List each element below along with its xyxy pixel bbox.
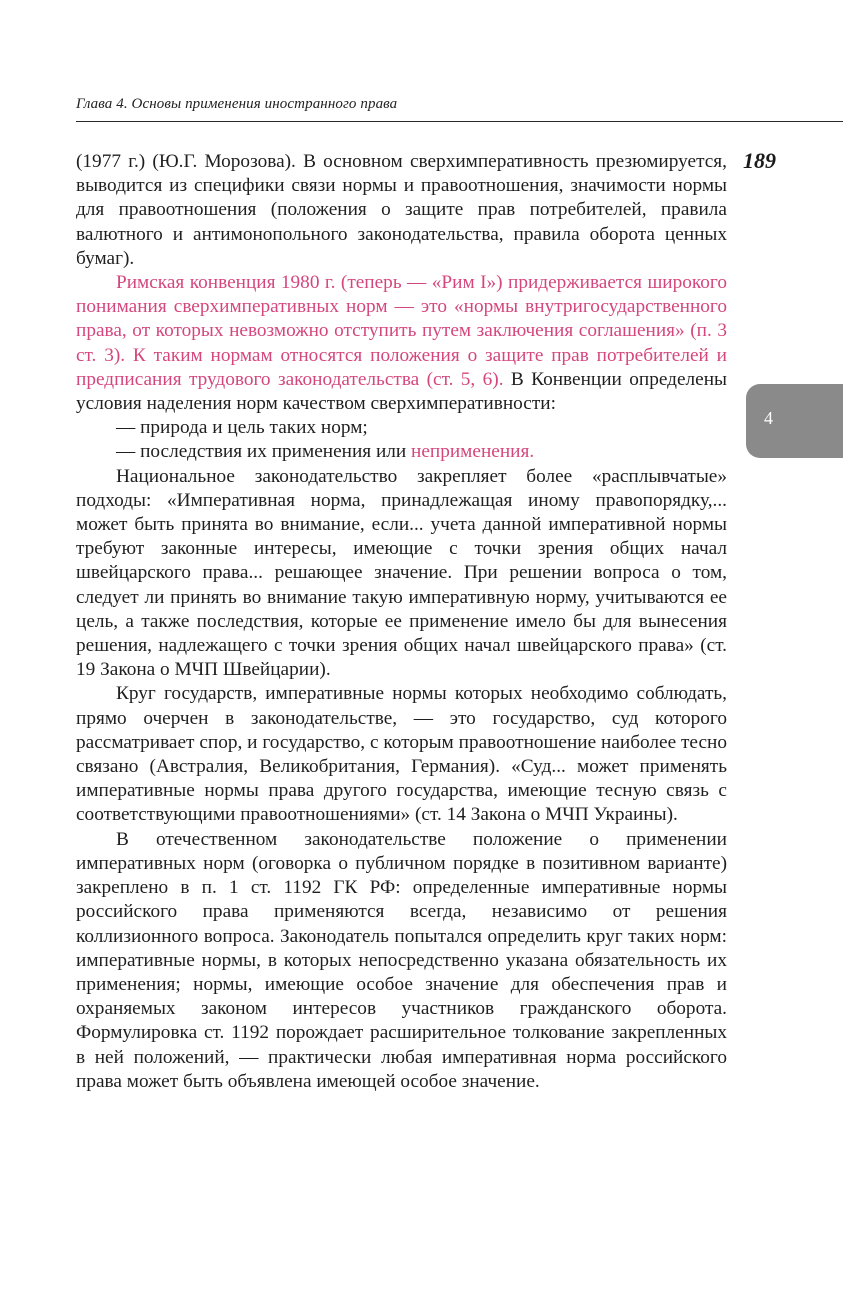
paragraph [76, 271, 727, 416]
list-item [76, 416, 727, 440]
list-item [76, 440, 727, 464]
paragraph [76, 150, 727, 271]
text-column [76, 150, 727, 1094]
list-item-text: — природа и цель таких норм; [116, 417, 368, 439]
page-number: 189 [743, 148, 776, 173]
highlighted-text: неприменения. [411, 441, 535, 463]
paragraph [76, 465, 727, 683]
paragraph [76, 828, 727, 1094]
chapter-tab-label: 4 [764, 408, 773, 428]
paragraph-text: Национальное законодательство закрепляет более «расплывчатые» подходы: «Императивная норма, принадлежащая иному правопорядку,... может быть принята во внимание, если... учета данной императивной нормы требуют законные интересы, имеющие с точки зрения общих начал швейцарского права... решающее значение. При решении вопроса о том, следует ли принять во внимание такую императивную норму, учитываются ее цель, а также последствия, которые ее применение имело бы для вынесения решения, надлежащего с точки зрения общих начал швейцарского права» (ст. 19 Закона о МЧП Швейцарии). [76, 465, 727, 681]
highlighted-text: Римская конвенция 1980 г. (теперь — «Рим I») придерживается широкого понимания сверхимперативных норм — это «нормы внутригосударственного права, от которых невозможно отступить путем заключения соглашения» (п. 3 ст. 3). К таким нормам относятся положения о защите прав потребителей и предписания трудового законодательства (ст. 5, 6). [76, 272, 727, 390]
paragraph-text: В отечественном законодательстве положение о применении императивных норм (оговорка о публичном порядке в позитивном варианте) закреплено в п. 1 ст. 1192 ГК РФ: определенные императивные нормы российского права применяются всегда, независимо от решения коллизионного вопроса. Законодатель попытался определить круг таких норм: императивные нормы, в которых непосредственно указана обязательность их применения; нормы, имеющие особое значение для обеспечения прав и охраняемых законом интересов участников гражданского оборота. Формулировка ст. 1192 порождает расширительное толкование закрепленных в ней положений, — практически любая императивная норма российского права может быть объявлена имеющей особое значение. [76, 828, 727, 1092]
paragraph-text: Круг государств, императивные нормы которых необходимо соблюдать, прямо очерчен в законодательстве, — это государство, суд которого рассматривает спор, и государство, с которым правоотношение наиболее тесно связано (Австралия, Великобритания, Германия). «Суд... может применять императивные нормы права другого государства, имеющие тесную связь с соответствующими правоотношениями» (ст. 14 Закона о МЧП Украины). [76, 683, 727, 826]
header-rule [76, 121, 843, 122]
paragraph-text: (1977 г.) (Ю.Г. Морозова). В основном сверхимперативность презюмируется, выводится из специфики связи нормы и правоотношения, значимости нормы для правоотношения (положения о защите прав потребителей, правила валютного и антимонопольного законодательства, правила оборота ценных бумаг). [76, 151, 727, 269]
paragraph-text: В Конвенции определены условия наделения норм качеством сверхимперативности: [76, 368, 727, 415]
chapter-tab [746, 384, 843, 458]
list-item-text: — последствия их применения или [116, 441, 412, 463]
paragraph [76, 682, 727, 827]
running-head: Глава 4. Основы применения иностранного права [76, 96, 398, 112]
